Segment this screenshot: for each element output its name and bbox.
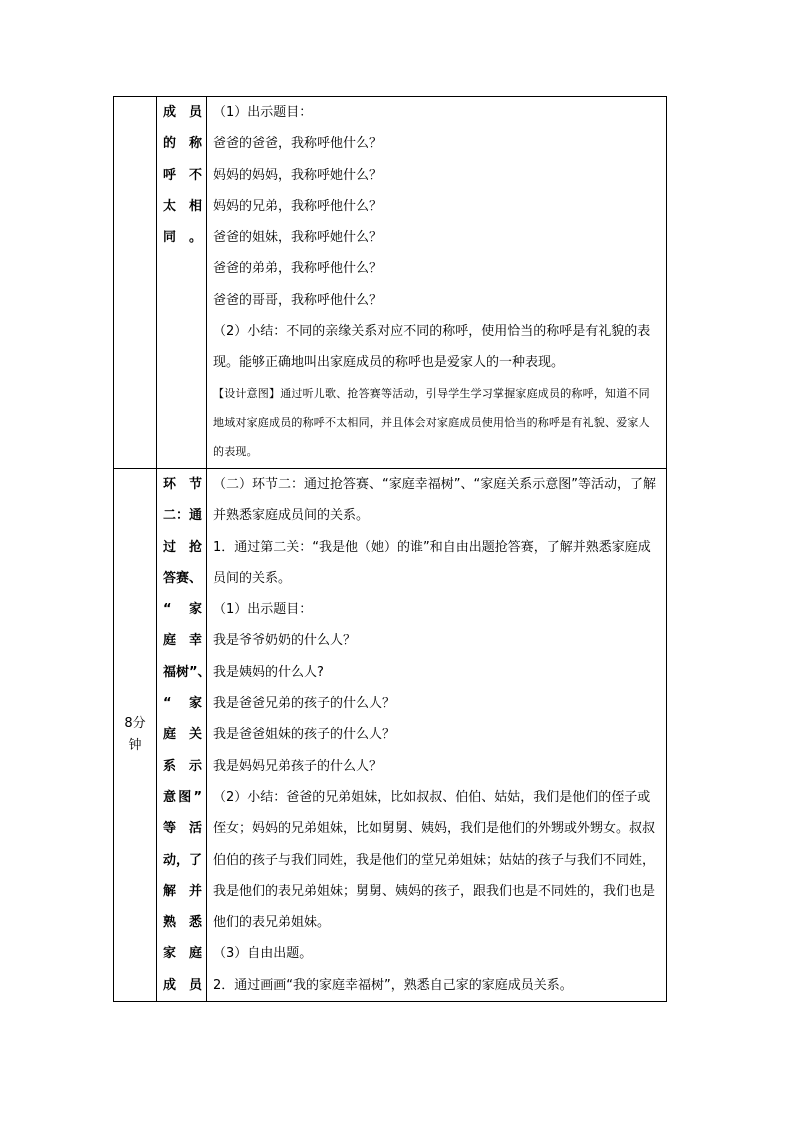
content-line: 爸爸的姐妹，我称呼她什么？ bbox=[213, 230, 383, 246]
content-line: 我是妈妈兄弟孩子的什么人？ bbox=[213, 758, 383, 774]
content-line: （3）自由出题。 bbox=[213, 946, 313, 962]
section-heading-paragraph: （二）环节二：通过抢答赛、“家庭幸福树”、“家庭关系示意图”等活动，了解并熟悉家庭成员间的关系。 bbox=[213, 477, 656, 524]
time-label: 8分钟 bbox=[124, 716, 146, 754]
side-text-line: 环节 bbox=[163, 477, 202, 492]
content-line: 我是爷爷奶奶的什么人？ bbox=[213, 633, 357, 649]
side-text-line: 等活 bbox=[163, 821, 202, 837]
content-line: 我是爸爸姐妹的孩子的什么人？ bbox=[213, 727, 396, 743]
content-cell bbox=[207, 469, 667, 1002]
time-cell bbox=[114, 97, 157, 469]
content-line: （1）出示题目： bbox=[213, 602, 313, 618]
side-text-line: 庭关 bbox=[163, 727, 202, 743]
side-text-line: “家 bbox=[163, 696, 202, 712]
side-text-line: 成员 bbox=[163, 977, 202, 993]
step-paragraph: 2．通过画画“我的家庭幸福树”，熟悉自己家的家庭成员关系。 bbox=[213, 977, 573, 993]
step-paragraph: 1．通过第二关：“我是他（她）的谁”和自由出题抢答赛，了解并熟悉家庭成员间的关系。 bbox=[213, 539, 651, 586]
side-cell bbox=[157, 97, 207, 469]
side-text-line: 解并 bbox=[163, 883, 202, 899]
lesson-plan-table bbox=[113, 96, 667, 1002]
side-text-line: 家庭 bbox=[163, 946, 202, 962]
side-text-line: 太相 bbox=[163, 198, 202, 214]
side-text-line: 同。 bbox=[163, 230, 202, 246]
content-line: 我是爸爸兄弟的孩子的什么人？ bbox=[213, 696, 396, 712]
summary-paragraph: （2）小结：不同的亲缘关系对应不同的称呼，使用恰当的称呼是有礼貌的表现。能够正确地叫出家庭成员的称呼也是爱家人的一种表现。 bbox=[213, 324, 651, 371]
side-text-line: 熟悉 bbox=[163, 915, 202, 931]
time-cell bbox=[114, 469, 157, 1002]
content-line: 妈妈的兄弟，我称呼他什么？ bbox=[213, 198, 383, 214]
side-text-line: 系示 bbox=[163, 758, 202, 774]
content-line: 爸爸的哥哥，我称呼他什么？ bbox=[213, 292, 383, 308]
side-text-line: 答赛、 bbox=[163, 570, 203, 586]
side-text-line: 的称 bbox=[163, 136, 202, 152]
side-text-line: 意图” bbox=[163, 789, 202, 805]
content-cell bbox=[207, 97, 667, 469]
side-text-line: “家 bbox=[163, 602, 202, 618]
side-cell bbox=[157, 469, 211, 1002]
side-text-line: 二：通 bbox=[163, 508, 203, 524]
side-text-line: 呼不 bbox=[163, 167, 202, 183]
side-text-line: 动，了 bbox=[163, 852, 203, 868]
content-line: 我是姨妈的什么人? bbox=[213, 664, 324, 680]
table-row bbox=[114, 469, 667, 1002]
summary-paragraph: （2）小结：爸爸的兄弟姐妹，比如叔叔、伯伯、姑姑，我们是他们的侄子或侄女；妈妈的兄弟姐妹，比如舅舅、姨妈，我们是他们的外甥或外甥女。叔叔伯伯的孩子与我们同姓，我是他们的堂兄弟姐妹；姑姑的孩子与我们不同姓，我是他们的表兄弟姐妹；舅舅、姨妈的孩子，跟我们也是不同姓的，我们也是他们的表兄弟姐妹。 bbox=[213, 789, 656, 931]
content-line: 妈妈的妈妈，我称呼她什么？ bbox=[213, 167, 383, 183]
side-text-line: 过抢 bbox=[163, 539, 202, 555]
design-intent-note: 【设计意图】通过听儿歌、抢答赛等活动，引导学生学习掌握家庭成员的称呼，知道不同地域对家庭成员的称呼不太相同，并且体会对家庭成员使用恰当的称呼是有礼貌、爱家人的表现。 bbox=[213, 386, 650, 458]
content-line: 爸爸的爸爸，我称呼他什么？ bbox=[213, 136, 383, 152]
side-text-line: 成员 bbox=[163, 105, 202, 120]
side-text-line: 庭幸 bbox=[163, 633, 202, 649]
side-text-line: 福树”、 bbox=[163, 664, 211, 680]
content-line: （1）出示题目： bbox=[213, 105, 313, 120]
content-line: 爸爸的弟弟，我称呼他什么？ bbox=[213, 261, 383, 277]
table-row bbox=[114, 97, 667, 469]
